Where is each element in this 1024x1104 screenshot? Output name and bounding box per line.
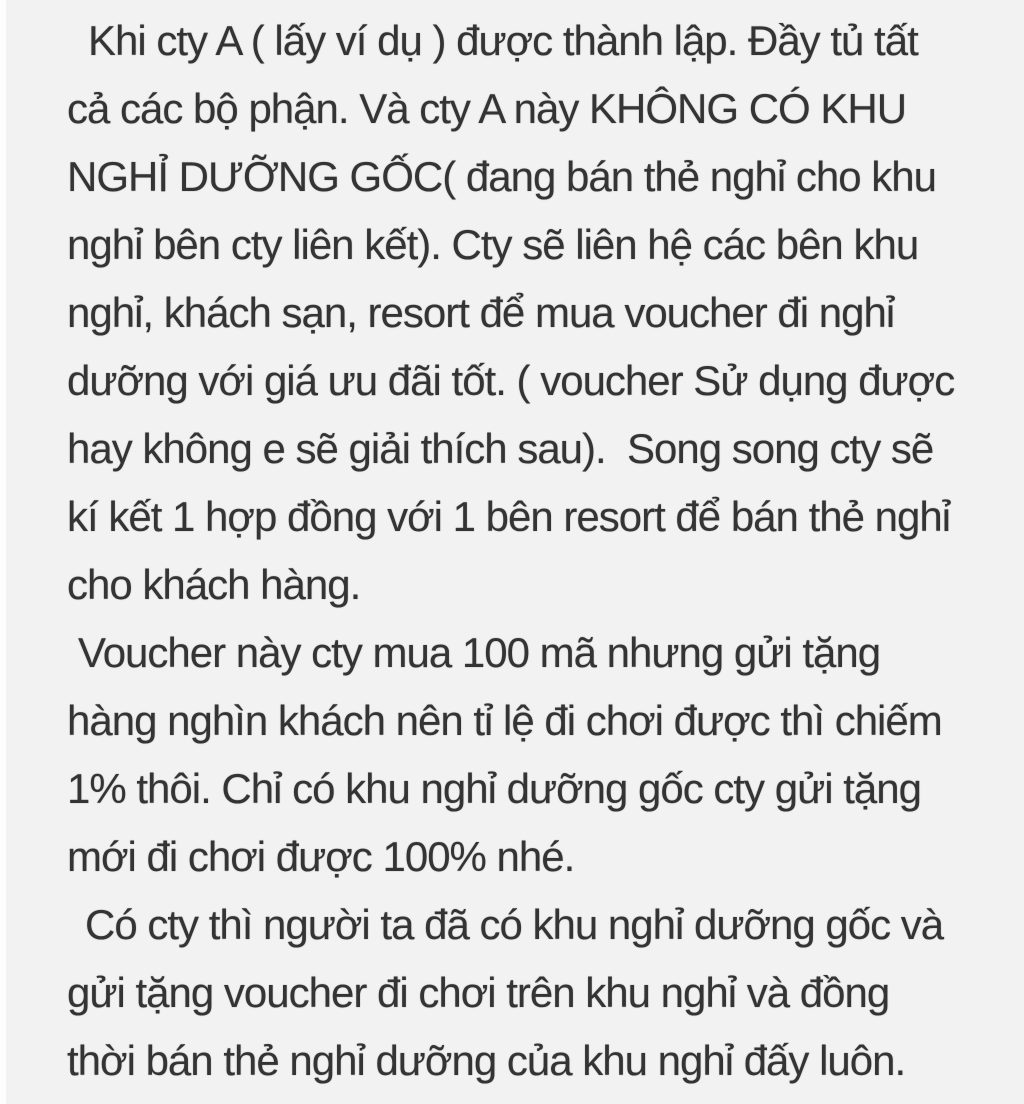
paragraph [67,7,1017,619]
text-line: Voucher này cty mua 100 mã nhưng gửi tặng [78,629,881,676]
text-line: dưỡng với giá ưu đãi tốt. ( voucher Sử dụng được [67,357,955,404]
text-line: gửi tặng voucher đi chơi trên khu nghỉ và đồng [67,969,890,1016]
text-line: cả các bộ phận. Và cty A này KHÔNG CÓ KHU [67,85,907,132]
text-line: mới đi chơi được 100% nhé. [67,833,575,880]
text-line: thời bán thẻ nghỉ dưỡng của khu nghỉ đấy luôn. [67,1037,906,1084]
text-line: hàng nghìn khách nên tỉ lệ đi chơi được thì chiếm [67,697,942,744]
text-document [67,7,1017,1095]
text-line: Có cty thì người ta đã có khu nghỉ dưỡng gốc và [85,901,944,948]
paragraph [67,891,1017,1095]
text-line: nghỉ bên cty liên kết). Cty sẽ liên hệ các bên khu [67,221,919,268]
text-line: nghỉ, khách sạn, resort để mua voucher đi nghỉ [67,289,895,336]
text-line: kí kết 1 hợp đồng với 1 bên resort để bán thẻ nghỉ [67,493,951,540]
paragraph [67,619,1017,891]
text-line: cho khách hàng. [67,561,361,608]
left-edge-strip [0,0,6,1104]
text-line: Khi cty A ( lấy ví dụ ) được thành lập. Đầy tủ tất [88,17,918,64]
text-line: 1% thôi. Chỉ có khu nghỉ dưỡng gốc cty gửi tặng [67,765,921,812]
text-line: hay không e sẽ giải thích sau). Song song cty sẽ [67,425,934,472]
text-line: NGHỈ DƯỠNG GỐC( đang bán thẻ nghỉ cho khu [67,153,936,200]
